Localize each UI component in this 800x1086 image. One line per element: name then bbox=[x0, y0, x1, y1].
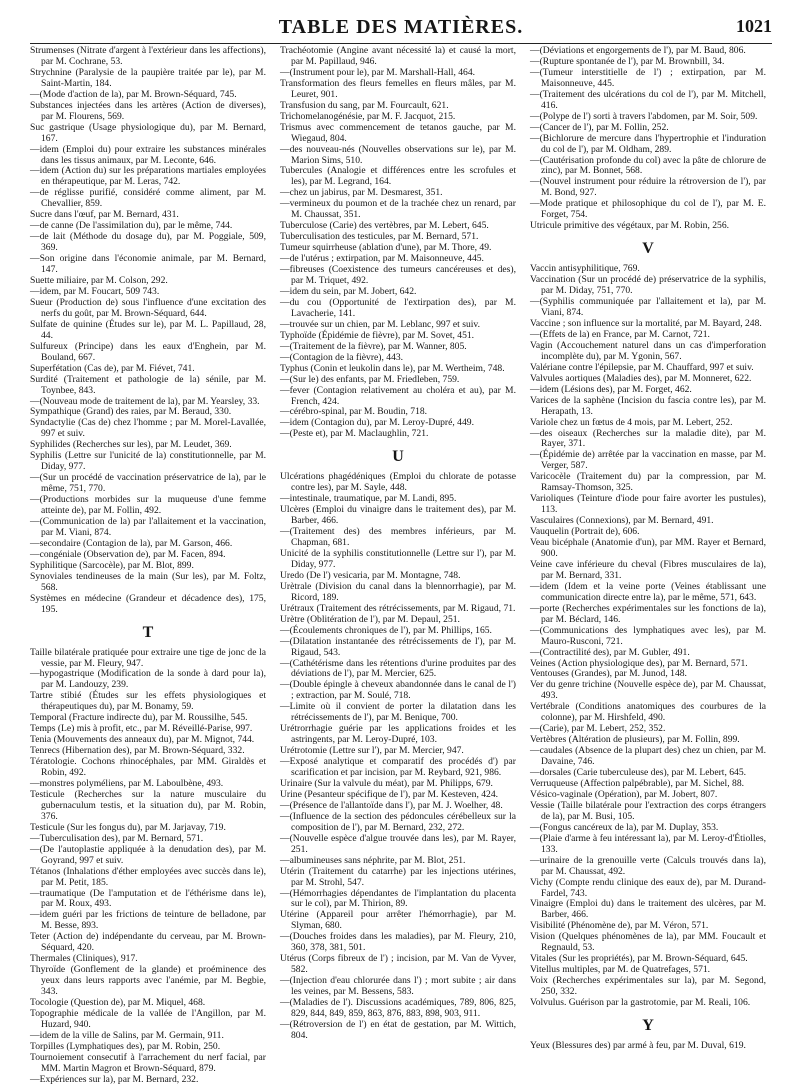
index-entry: —chez un jabirus, par M. Desmarest, 351. bbox=[280, 187, 443, 199]
index-entry: Testicule (Recherches sur la nature musculaire du gubernaculum testis, et la situation du), par M. Robin, 376. bbox=[30, 788, 266, 822]
index-entry: Vaccination (Sur un procédé de) préservatrice de la syphilis, par M. Diday, 751, 770. bbox=[530, 274, 766, 297]
index-entry: —(Contagion de la fièvre), 443. bbox=[280, 351, 404, 363]
index-entry: Strumenses (Nitrate d'argent à l'extérieur dans les affections), par M. Cochrane, 53. bbox=[30, 45, 266, 67]
index-entry: Tératologie. Cochons rhinocéphales, par MM. Giraldès et Robin, 492. bbox=[30, 756, 266, 779]
index-entry: Temps (Le) mis à profit, etc., par M. Réveillé-Parise, 997. bbox=[30, 723, 253, 735]
index-entry: Tournoiement consecutif à l'arrachement du nerf facial, par MM. Martin Magron et Brown-Séquard, 879. bbox=[30, 1051, 266, 1074]
index-entry: —(Traitement de la fièvre), par M. Wanner, 805. bbox=[280, 340, 467, 352]
index-entry: —cérébro-spinal, par M. Boudin, 718. bbox=[280, 406, 428, 418]
index-entry: —(Communications des lymphatiques avec les), par M. Mauro-Rusconi, 721. bbox=[530, 624, 766, 647]
index-entry: —trouvée sur un chien, par M. Leblanc, 997 et suiv. bbox=[280, 318, 480, 330]
index-entry: —(Mode d'action de la), par M. Brown-Séquard, 745. bbox=[30, 88, 237, 100]
index-entry: Tubercules (Analogie et différences entre les scrofules et les), par M. Legrand, 164. bbox=[280, 165, 516, 188]
index-entry: Surdité (Traitement et pathologie de la) sénile, par M. Toynbee, 843. bbox=[30, 373, 266, 396]
index-entry: —de réglisse purifié, considéré comme aliment, par M. Chevallier, 859. bbox=[30, 187, 266, 210]
index-entry: Tumeur squirrheuse (ablation d'une), par M. Thore, 49. bbox=[280, 242, 492, 254]
page-number: 1021 bbox=[736, 16, 772, 36]
index-entry: Vinaigre (Emploi du) dans le traitement des ulcères, par M. Barber, 466. bbox=[530, 898, 766, 921]
index-entry: Visibilité (Phénomène de), par M. Véron, 571. bbox=[530, 920, 709, 932]
index-entry: —(Injection d'eau chlorurée dans l') ; mort subite ; air dans les veines, par M. Bessens, 583. bbox=[280, 975, 516, 998]
index-entry: —porte (Recherches expérimentales sur les fonctions de la), par M. Béclard, 146. bbox=[530, 602, 766, 625]
index-entry: Trismus avec commencement de tetanos gauche, par M. Wiegaud, 804. bbox=[280, 121, 516, 144]
index-entry: —(Double épingle à cheveux abandonnée dans le canal de l') ; extraction, par M. Soulé, 718. bbox=[280, 679, 516, 702]
index-entry: Veines (Action physiologique des), par M. Bernard, 571. bbox=[530, 657, 748, 669]
index-entry: Vagin (Accouchement naturel dans un cas d'imperforation incomplète du), par M. Ygonin, 567. bbox=[530, 339, 766, 362]
index-entry: —(Cautérisation profonde du col) avec la pâte de chlorure de zinc), par M. Bonnet, 568. bbox=[530, 154, 766, 177]
index-entry: Utérin (Traitement du catarrhe) par les injections utérines, par M. Strohl, 547. bbox=[280, 865, 516, 888]
index-entry: Unicité de la syphilis constitutionnelle (Lettre sur l'), par M. Diday, 977. bbox=[280, 547, 516, 570]
index-entry: Transfusion du sang, par M. Fourcault, 621. bbox=[280, 99, 449, 111]
index-entry: Tuberculose (Carie) des vertèbres, par M. Lebert, 645. bbox=[280, 220, 489, 232]
index-entry: —secondaire (Contagion de la), par M. Garson, 466. bbox=[30, 537, 233, 549]
index-entry: Taille bilatérale pratiquée pour extraire une tige de jonc de la vessie, par M. Fleury, 947. bbox=[30, 646, 266, 669]
index-entry: Tétanos (Inhalations d'éther employées avec succès dans le), par M. Petit, 185. bbox=[30, 865, 266, 888]
index-entry: —(Nouvel instrument pour réduire la rétroversion de l'), par M. Bond, 927. bbox=[530, 176, 766, 199]
index-entry: —(Bichlorure de mercure dans l'hypertrophie et l'induration du col de l'), par M. Oldham, 289. bbox=[530, 132, 766, 155]
index-entry: —traumatique (De l'amputation et de l'éthérisme dans le), par M. Roux, 493. bbox=[30, 887, 266, 910]
index-entry: —(Plaie d'arme à feu intéressant la), par M. Leroy-d'Étiolles, 133. bbox=[530, 832, 766, 855]
index-entry: —Mode pratique et philosophique du col de l'), par M. E. Forget, 754. bbox=[530, 198, 766, 221]
index-entry: —idem (Contagion du), par M. Leroy-Dupré, 449. bbox=[280, 417, 474, 429]
index-entry: Urinaire (Sur la valvule du méat), par M. Philipps, 679. bbox=[280, 778, 493, 789]
index-entry: —(Instrument pour le), par M. Marshall-Hall, 464. bbox=[280, 66, 476, 78]
index-entry: Sulfate de quinine (Études sur le), par M. L. Papillaud, 28, 44. bbox=[30, 318, 266, 341]
index-entry: Substances injectées dans les artères (Action de diverses), par M. Flourens, 569. bbox=[30, 99, 266, 122]
index-entry: Veau bicéphale (Anatomie d'un), par MM. Rayer et Bernard, 900. bbox=[530, 537, 766, 559]
index-entry: Sueur (Production de) sous l'influence d'une excitation des nerfs du goût, par M. Brown-Séquard, 644. bbox=[30, 296, 266, 319]
index-entry: —(Sur un procédé de vaccination préservatrice de la), par le même, 751, 770. bbox=[30, 472, 266, 495]
index-entry: Sucre dans l'œuf, par M. Bernard, 431. bbox=[30, 209, 179, 221]
index-column-1 bbox=[30, 45, 266, 1085]
index-entry: Utricule primitive des végétaux, par M. Robin, 256. bbox=[530, 220, 730, 232]
index-entry: —idem guéri par les frictions de teinture de belladone, par M. Besse, 893. bbox=[30, 909, 266, 932]
index-entry: Temporal (Fracture indirecte du), par M. Roussilhe, 545. bbox=[30, 712, 248, 724]
index-entry: —(Épidémie de) arrêtée par la vaccination en masse, par M. Verger, 587. bbox=[530, 449, 766, 472]
index-entry: Tenrecs (Hibernation des), par M. Brown-Séquard, 332. bbox=[30, 745, 245, 757]
index-entry: —(Influence de la section des pédoncules cérébelleux sur la composition de l'), par M. Bernard, 232, 272. bbox=[280, 810, 516, 833]
index-entry: Urétrotomie (Lettre sur l'), par M. Mercier, 947. bbox=[280, 745, 464, 757]
index-entry: Vitales (Sur les propriétés), par M. Brown-Séquard, 645. bbox=[530, 953, 748, 965]
index-entry: Transformation des fleurs femelles en fleurs mâles, par M. Leuret, 901. bbox=[280, 77, 516, 100]
index-entry: —(Traitement des) des membres inférieurs, par M. Chapman, 681. bbox=[280, 526, 516, 549]
index-entry: Vertèbres (Altération de plusieurs), par M. Follin, 899. bbox=[530, 734, 740, 746]
index-entry: Systèmes en médecine (Grandeur et décadence des), 175, 195. bbox=[30, 592, 266, 615]
index-entry: Trachéotomie (Angine avant nécessité la) et causé la mort, par M. Papillaud, 946. bbox=[280, 45, 516, 67]
index-entry: Varioliques (Teinture d'iode pour faire avorter les pustules), 113. bbox=[530, 493, 766, 516]
index-entry: Vertébrale (Conditions anatomiques des courbures de la colonne), par M. Hirshfeld, 490. bbox=[530, 701, 766, 724]
index-entry: —(Sur le) des enfants, par M. Friedleben, 759. bbox=[280, 373, 460, 385]
index-entry: Varices de la saphène (Incision du fascia contre les), par M. Herapath, 13. bbox=[530, 394, 766, 417]
index-entry: Vaccine ; son influence sur la mortalité, par M. Bayard, 248. bbox=[530, 317, 762, 329]
index-entry: Torpilles (Lymphatiques des), par M. Robin, 250. bbox=[30, 1040, 221, 1052]
index-columns bbox=[30, 45, 772, 1085]
page-header bbox=[30, 8, 772, 42]
index-entry: —(Maladies de l'). Discussions académiques, 789, 806, 825, 829, 844, 849, 859, 863, 876, 883, 898, 903, 911. bbox=[280, 997, 516, 1020]
index-entry: —fibreuses (Coexistence des tumeurs cancéreuses et des), par M. Triquet, 492. bbox=[280, 264, 516, 287]
index-entry: —idem (Emploi du) pour extraire les substances minérales dans les tissus animaux, par M. Leconte, 646. bbox=[30, 143, 266, 166]
index-entry: Suette miliaire, par M. Colson, 292. bbox=[30, 275, 168, 287]
index-entry: —monstres polyméliens, par M. Laboulbène, 493. bbox=[30, 778, 224, 789]
header-rule bbox=[30, 43, 772, 44]
index-entry: —de l'utérus ; extirpation, par M. Maisonneuve, 445. bbox=[280, 253, 484, 265]
index-entry: Volvulus. Guérison par la gastrotomie, par M. Reali, 106. bbox=[530, 997, 751, 1009]
index-entry: —(Dilatation instantanée des rétrécissements de l'), par M. Rigaud, 543. bbox=[280, 635, 516, 658]
index-entry: Vasculaires (Connexions), par M. Bernard, 491. bbox=[530, 515, 714, 527]
index-entry: Urètre (Oblitération de l'), par M. Depaul, 251. bbox=[280, 613, 460, 625]
index-entry: —du cou (Opportunité de l'extirpation des), par M. Lavacherie, 141. bbox=[280, 296, 516, 319]
index-entry: —Tuberculisation des), par M. Bernard, 571. bbox=[30, 832, 204, 844]
index-entry: Utérus (Corps fibreux de l') ; incision, par M. Van de Vyver, 582. bbox=[280, 953, 516, 976]
index-entry: Syphilides (Recherches sur les), par M. Leudet, 369. bbox=[30, 439, 232, 451]
index-entry: Tuberculisation des testicules, par M. Bernard, 571. bbox=[280, 231, 479, 243]
index-entry: Ulcères (Emploi du vinaigre dans le traitement des), par M. Barber, 466. bbox=[280, 504, 516, 527]
running-title: TABLE DES MATIÈRES. bbox=[278, 16, 524, 38]
index-entry: —Son origine dans l'économie animale, par M. Bernard, 147. bbox=[30, 253, 266, 276]
index-entry: Ulcérations phagédéniques (Emploi du chlorate de potasse contre les), par M. Sayle, 448. bbox=[280, 471, 516, 494]
section-letter: T bbox=[142, 623, 154, 641]
index-entry: Variole chez un fœtus de 4 mois, par M. Lebert, 252. bbox=[530, 416, 733, 428]
section-letter: Y bbox=[642, 1017, 654, 1035]
index-entry: Thermales (Cliniques), 917. bbox=[30, 953, 138, 965]
index-entry: —de lait (Méthode du dosage du), par M. Poggiale, 509, 369. bbox=[30, 231, 266, 254]
index-entry: Thyroïde (Gonflement de la glande) et proéminence des yeux dans leurs rapports avec l'anémie, par M. Begbie, 343. bbox=[30, 964, 266, 998]
index-entry: Superfétation (Cas de), par M. Fiévet, 741. bbox=[30, 362, 195, 374]
index-entry: Testicule (Sur les fongus du), par M. Jarjavay, 719. bbox=[30, 821, 226, 833]
index-entry: Tartre stibié (Études sur les effets physiologiques et thérapeutiques du), par M. Bonamy, 59. bbox=[30, 690, 266, 713]
index-entry: Trichomelanogénésie, par M. F. Jacquot, 215. bbox=[280, 110, 456, 122]
index-entry: Tenia (Mouvements des anneaux du), par M. Mignot, 744. bbox=[30, 734, 255, 746]
index-entry: Utérine (Appareil pour arrêter l'hémorrhagie), par M. Slyman, 680. bbox=[280, 909, 516, 932]
index-entry: Uredo (De l') vesicaria, par M. Montagne, 748. bbox=[280, 569, 461, 581]
index-entry: Urètrale (Division du canal dans la blennorrhagie), par M. Ricord, 189. bbox=[280, 580, 516, 603]
index-entry: —Limite où il convient de porter la dilatation dans les rétrécissements de l'), par M. Benique, 700. bbox=[280, 701, 516, 724]
index-entry: Vision (Quelques phénomènes de la), par MM. Foucault et Regnauld, 53. bbox=[530, 931, 766, 954]
index-entry: Yeux (Blessures des) par armé à feu, par M. Duval, 619. bbox=[530, 1040, 746, 1052]
index-entry: —(Cancer de l'), par M. Follin, 252. bbox=[530, 121, 669, 133]
index-entry: Valériane contre l'épilepsie, par M. Chauffard, 997 et suiv. bbox=[530, 361, 754, 373]
index-entry: —(Tumeur interstitielle de l') ; extirpation, par M. Maisonneuve, 445. bbox=[530, 66, 766, 89]
index-entry: —(Nouveau mode de traitement de la), par M. Yearsley, 33. bbox=[30, 395, 260, 407]
index-entry: Vauquelin (Portrait de), 606. bbox=[530, 526, 640, 538]
index-entry: Synoviales tendineuses de la main (Sur les), par M. Foltz, 568. bbox=[30, 570, 266, 593]
index-entry: Strychnine (Paralysie de la paupière traitée par le), par M. Saint-Martin, 184. bbox=[30, 66, 266, 89]
index-entry: —(Traitement des ulcérations du col de l'), par M. Mitchell, 416. bbox=[530, 88, 766, 111]
index-entry: Typhoïde (Épidémie de fièvre), par M. Sovet, 451. bbox=[280, 329, 475, 341]
index-column-3 bbox=[530, 45, 766, 1052]
index-entry: —(Syphilis communiquée par l'allaitement et la), par M. Viani, 874. bbox=[530, 296, 766, 319]
index-entry: —idem de la ville de Salins, par M. Germain, 911. bbox=[30, 1029, 224, 1041]
index-entry: Teter (Action de) indépendante du cerveau, par M. Brown-Séquard, 420. bbox=[30, 931, 266, 954]
index-entry: Vichy (Compte rendu clinique des eaux de), par M. Durand-Fardel, 743. bbox=[530, 876, 766, 899]
index-entry: Vésico-vaginale (Opération), par M. Jobert, 807. bbox=[530, 788, 718, 800]
index-entry: Varicocèle (Traitement du) par la compression, par M. Ramsay-Thomson, 325. bbox=[530, 471, 766, 494]
index-entry: —(Fongus cancéreux de la), par M. Duplay, 353. bbox=[530, 821, 719, 833]
index-entry: —Exposé analytique et comparatif des procédés d') par scarification et par incision, par M. Reybard, 921, 986. bbox=[280, 756, 516, 779]
index-entry: —(Rupture spontanée de l'), par M. Brownbill, 34. bbox=[530, 55, 725, 67]
index-entry: —des nouveau-nés (Nouvelles observations sur le), par M. Marion Sims, 510. bbox=[280, 143, 516, 166]
index-entry: —(Contractilité des), par M. Gubler, 491. bbox=[530, 646, 690, 658]
index-entry: Tocologie (Question de), par M. Miquel, 468. bbox=[30, 997, 206, 1009]
index-entry: —(Présence de l'allantoïde dans l'), par M. J. Woelher, 48. bbox=[280, 799, 503, 811]
index-entry: Ventouses (Grandes), par M. Junod, 148. bbox=[530, 668, 687, 680]
index-entry: Urétrorrhagie guérie par les applications froides et les astringents, par M. Leroy-Dupré, 103. bbox=[280, 723, 516, 746]
index-entry: Sympathique (Grand) des raies, par M. Beraud, 330. bbox=[30, 406, 232, 418]
index-entry: —caudales (Absence de la plupart des) chez un chien, par M. Davaine, 746. bbox=[530, 745, 766, 768]
index-entry: —fever (Contagion relativement au choléra et au), par M. French, 424. bbox=[280, 384, 516, 407]
index-entry: —idem, par M. Foucart, 509 743. bbox=[30, 285, 160, 297]
section-letter: U bbox=[392, 448, 404, 466]
index-entry: Veine cave inférieure du cheval (Fibres musculaires de la), par M. Bernard, 331. bbox=[530, 558, 766, 581]
index-entry: Syndactylie (Cas de) chez l'homme ; par M. Morel-Lavallée, 997 et suiv. bbox=[30, 417, 266, 440]
index-entry: —idem (Lésions des), par M. Forget, 462. bbox=[530, 383, 692, 395]
index-entry: —Expériences sur la), par M. Bernard, 232. bbox=[30, 1073, 199, 1085]
index-entry: —de canne (De l'assimilation du), par le même, 744. bbox=[30, 220, 233, 232]
index-entry: —(De l'autoplastie appliquée à la denudation des), par M. Goyrand, 997 et suiv. bbox=[30, 843, 266, 866]
index-entry: Vessie (Taille bilatérale pour l'extraction des corps étrangers de la), par M. Busi, 105. bbox=[530, 799, 766, 822]
index-entry: Verruqueuse (Affection palpébrable), par M. Sichel, 88. bbox=[530, 778, 745, 789]
index-entry: Urétraux (Traitement des rétrécissements, par M. Rigaud, 71. bbox=[280, 602, 516, 614]
index-entry: —vermineux du poumon et de la trachée chez un renard, par M. Chaussat, 351. bbox=[280, 198, 516, 221]
index-entry: Ver du genre trichine (Nouvelle espèce de), par M. Chaussat, 493. bbox=[530, 679, 766, 702]
index-entry: —intestinale, traumatique, par M. Landi, 895. bbox=[280, 493, 457, 505]
index-entry: —(Hémorrhagies dépendantes de l'implantation du placenta sur le col), par M. Thirion, 89. bbox=[280, 887, 516, 910]
index-entry: Vaccin antisyphilitique, 769. bbox=[530, 263, 640, 275]
index-entry: —(Carie), par M. Lebert, 252, 352. bbox=[530, 723, 666, 735]
index-entry: Sulfureux (Principe) dans les eaux d'Enghein, par M. Bouland, 667. bbox=[30, 340, 266, 363]
index-entry: —idem du sein, par M. Jobert, 642. bbox=[280, 285, 417, 297]
index-column-2 bbox=[280, 45, 516, 1041]
index-entry: Voix (Recherches expérimentales sur la), par M. Segond, 250, 332. bbox=[530, 975, 766, 998]
index-entry: —idem (Idem et la veine porte (Veines établissant une communication directe entre la), par le même, 571, 643. bbox=[530, 580, 766, 603]
index-entry: —(Nouvelle espèce d'algue trouvée dans les), par M. Rayer, 251. bbox=[280, 832, 516, 855]
index-entry: —dorsales (Carie tuberculeuse des), par M. Lebert, 645. bbox=[530, 767, 747, 779]
index-entry: —(Polype de l') sorti à travers l'abdomen, par M. Soir, 509. bbox=[530, 110, 758, 122]
index-entry: —albumineuses sans néphrite, par M. Blot, 251. bbox=[280, 854, 466, 866]
section-letter: V bbox=[642, 240, 654, 258]
index-entry: Suc gastrique (Usage physiologique du), par M. Bernard, 167. bbox=[30, 121, 266, 144]
index-entry: —des oiseaux (Recherches sur la maladie dite), par M. Rayer, 371. bbox=[530, 427, 766, 450]
index-entry: —(Douches froides dans les maladies), par M. Fleury, 210, 360, 378, 381, 501. bbox=[280, 931, 516, 954]
index-entry: Valvules aortiques (Maladies des), par M. Monneret, 622. bbox=[530, 372, 752, 384]
index-entry: Urine (Pesanteur spécifique de l'), par M. Kesteven, 424. bbox=[280, 788, 499, 800]
index-entry: —urinaire de la grenouille verte (Calculs trouvés dans la), par M. Chaussat, 492. bbox=[530, 854, 766, 877]
index-entry: Vitellus multiples, par M. de Quatrefages, 571. bbox=[530, 964, 711, 976]
index-entry: Syphilis (Lettre sur l'unicité de la) constitutionnelle, par M. Diday, 977. bbox=[30, 450, 266, 473]
index-entry: —congéniale (Observation de), par M. Facen, 894. bbox=[30, 548, 226, 560]
index-entry: —(Cathétérisme dans les rétentions d'urine produites par des déviations de l'), par M. Mercier, 625. bbox=[280, 657, 516, 680]
index-entry: —(Productions morbides sur la muqueuse d'une femme atteinte de), par M. Follin, 492. bbox=[30, 494, 266, 517]
index-entry: Syphilitique (Sarcocèle), par M. Blot, 899. bbox=[30, 559, 194, 571]
index-entry: —(Peste et), par M. Maclaughlin, 721. bbox=[280, 428, 429, 440]
index-entry: —(Déviations et engorgements de l'), par M. Baud, 806. bbox=[530, 45, 746, 56]
index-entry: —idem (Action du) sur les préparations martiales employées en thérapeutique, par M. Leras, 742. bbox=[30, 165, 266, 188]
index-entry: Typhus (Conin et leukolin dans le), par M. Wertheim, 748. bbox=[280, 362, 505, 374]
index-entry: —(Écoulements chroniques de l'), par M. Phillips, 165. bbox=[280, 624, 492, 636]
index-entry: —(Rétroversion de l') en état de gestation, par M. Wittich, 804. bbox=[280, 1018, 516, 1041]
index-entry: —(Effets de la) en France, par M. Carnot, 721. bbox=[530, 328, 710, 340]
index-entry: —(Communication de la) par l'allaitement et la vaccination, par M. Viani, 874. bbox=[30, 515, 266, 538]
index-entry: —hypogastrique (Modification de la sonde à dard pour la), par M. Landouzy, 239. bbox=[30, 668, 266, 691]
index-entry: Topographie médicale de la vallée de l'Angillon, par M. Huzard, 940. bbox=[30, 1008, 266, 1030]
